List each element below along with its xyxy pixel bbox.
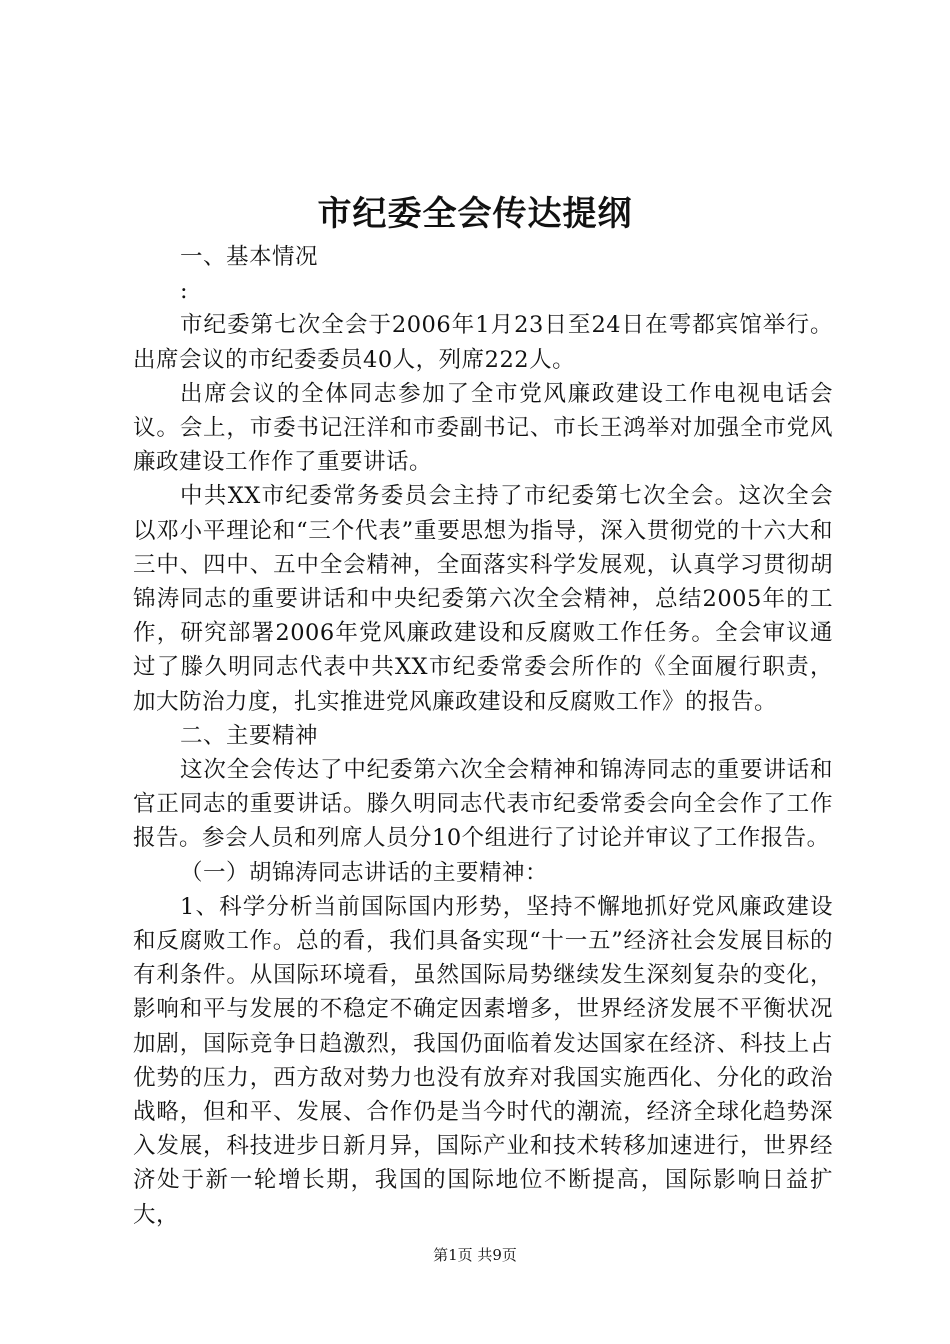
stray-colon: :: [180, 278, 189, 305]
document-body: [133, 240, 833, 1232]
paragraph-spirit-summary: 这次全会传达了中纪委第六次全会精神和锦涛同志的重要讲话和官正同志的重要讲话。滕久明同志代表市纪委常委会向全会作了工作报告。参会人员和列席人员分10个组进行了讨论并审议了工作报告。: [133, 757, 833, 852]
section-heading-basic-situation: 一、基本情况: [180, 244, 319, 270]
document-title: 市纪委全会传达提纲: [317, 194, 633, 234]
section-heading-main-spirit: 二、主要精神: [180, 722, 319, 749]
paragraph-meeting-info: 市纪委第七次全会于2006年1月23日至24日在雩都宾馆举行。出席会议的市纪委委员40人，列席222人。: [133, 312, 833, 373]
paragraph-situation-analysis: 1、科学分析当前国际国内形势，坚持不懈地抓好党风廉政建设和反腐败工作。总的看，我们具备实现“十一五”经济社会发展目标的有利条件。从国际环境看，虽然国际局势继续发生深刻复杂的变化，影响和平与发展的不稳定不确定因素增多，世界经济发展不平衡状况加剧，国际竞争日趋激烈，我国仍面临着发达国家在经济、科技上占优势的压力，西方敌对势力也没有放弃对我国实施西化、分化的政治战略，但和平、发展、合作仍是当今时代的潮流，经济全球化趋势深入发展，科技进步日新月异，国际产业和技术转移加速进行，世界经济处于新一轮增长期，我国的国际地位不断提高，国际影响日益扩大，: [133, 893, 833, 1228]
paragraph-telephone-conference: 出席会议的全体同志参加了全市党风廉政建设工作电视电话会议。会上，市委书记汪洋和市委副书记、市长王鸿举对加强全市党风廉政建设工作作了重要讲话。: [133, 380, 833, 476]
paragraph-plenary-overview: 中共XX市纪委常务委员会主持了市纪委第七次全会。这次全会以邓小平理论和“三个代表”重要思想为指导，深入贯彻党的十六大和三中、四中、五中全会精神，全面落实科学发展观，认真学习贯彻胡锦涛同志的重要讲话和中央纪委第六次全会精神，总结2005年的工作，研究部署2006年党风廉政建设和反腐败工作任务。全会审议通过了滕久明同志代表中共XX市纪委常委会所作的《全面履行职责，加大防治力度，扎实推进党风廉政建设和反腐败工作》的报告。: [133, 483, 833, 715]
subsection-heading-hu-speech: （一）胡锦涛同志讲话的主要精神：: [180, 859, 549, 886]
page-indicator: 第1页 共9页: [433, 1246, 517, 1264]
